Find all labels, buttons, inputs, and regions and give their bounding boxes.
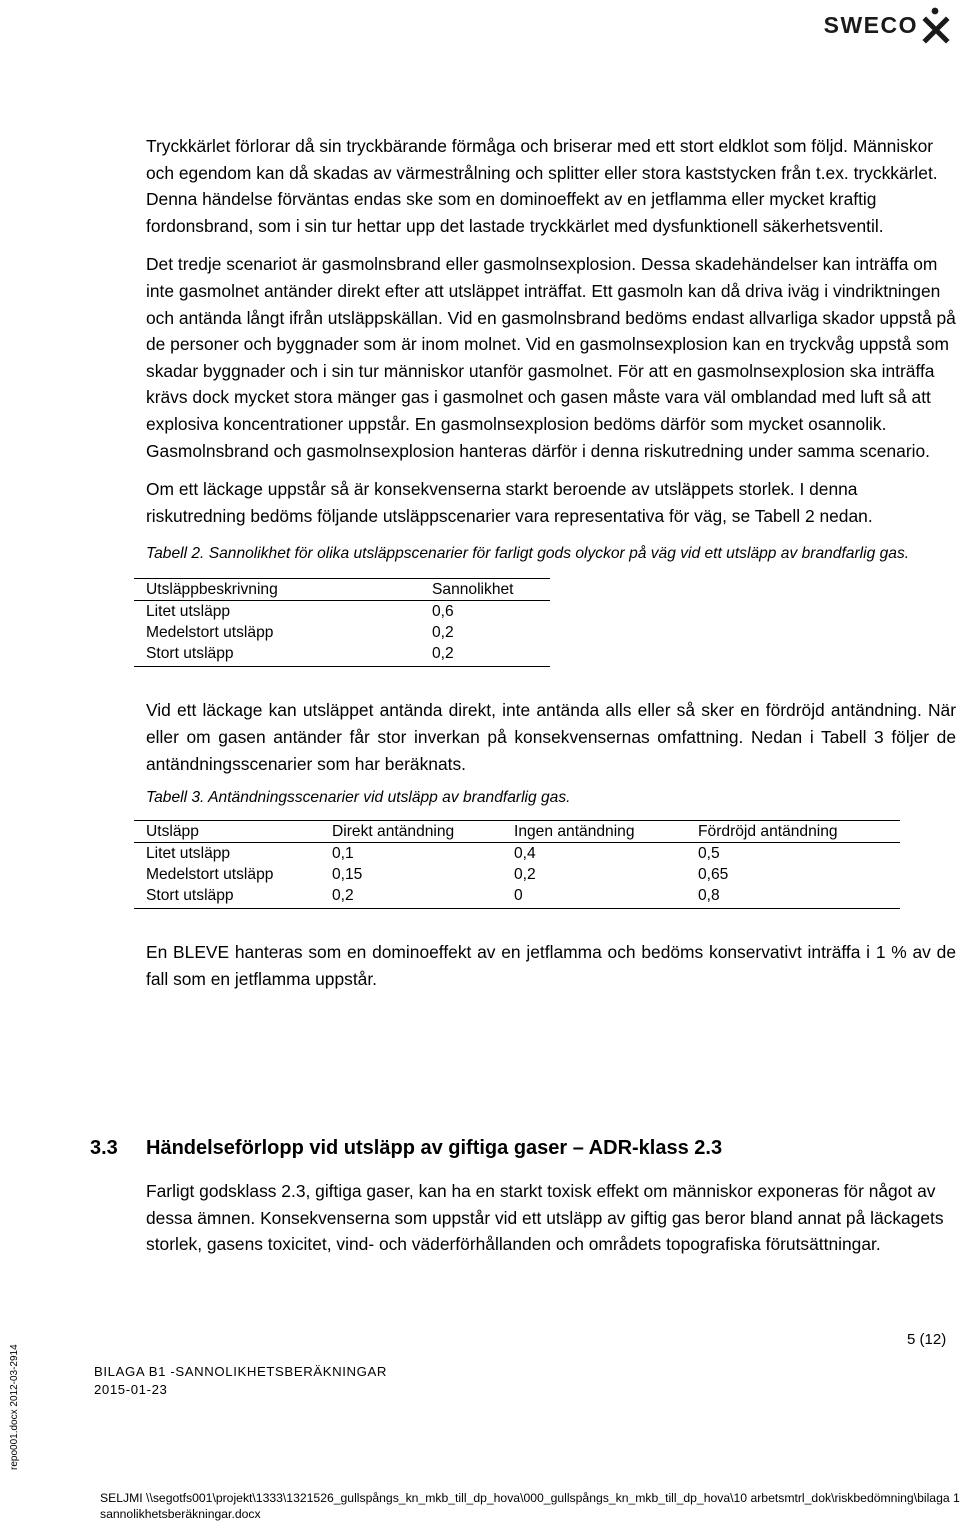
- footer-date: 2015-01-23: [94, 1382, 168, 1397]
- table-header-cell: Utsläppbeskrivning: [134, 579, 432, 601]
- table-3-caption: Tabell 3. Antändningsscenarier vid utsläpp av brandfarlig gas.: [146, 789, 571, 807]
- paragraph-1: Tryckkärlet förlorar då sin tryckbärande förmåga och briserar med ett stort eldklot som följd. Människor och egendom kan då skadas av värmestrålning och splitter eller stora kaststycken från t.ex. tryckkärlet. Denna händelse förväntas endas ske som en dominoeffekt av en jetflamma eller mycket kraftig fordonsbrand, som i sin tur hettar upp det lastade tryckkärlet med dysfunktionell säkerhetsventil.: [146, 136, 938, 236]
- table-header-cell: Utsläpp: [134, 821, 332, 843]
- table-header-cell: Sannolikhet: [432, 579, 550, 601]
- table-row: [134, 885, 900, 909]
- table-2: [134, 578, 550, 667]
- sweco-logo: [824, 6, 954, 44]
- table-cell: 0,2: [432, 643, 550, 667]
- table-header-cell: Fördröjd antändning: [698, 821, 900, 843]
- section-title: Händelseförlopp vid utsläpp av giftiga gaser – ADR-klass 2.3: [146, 1137, 723, 1159]
- table-row: [134, 821, 900, 843]
- table-cell: 0,15: [332, 866, 363, 884]
- template-side-text: repo001.docx 2012-03-2914: [9, 1344, 20, 1470]
- table-cell: 0,2: [332, 885, 514, 909]
- footer-title: BILAGA B1 -SANNOLIKHETSBERÄKNINGAR: [94, 1364, 388, 1379]
- table-row: [134, 864, 900, 885]
- logo-text: SWECO: [823, 11, 918, 38]
- paragraph-6: Farligt godsklass 2.3, giftiga gaser, kan ha en starkt toxisk effekt om människor exponeras för något av dessa ämnen. Konsekvenserna som uppstår vid ett utsläpp av giftig gas beror bland annat på läckagets storlek, gasens toxicitet, vind- och väderförhållanden och områdets topografiska förutsättningar.: [146, 1181, 944, 1255]
- table-cell: Stort utsläpp: [134, 643, 432, 667]
- table-cell: Litet utsläpp: [146, 845, 231, 863]
- table-cell: Medelstort utsläpp: [146, 624, 274, 642]
- table-cell: 0,65: [698, 866, 729, 884]
- table-cell: Medelstort utsläpp: [146, 866, 274, 884]
- paragraph-4: Vid ett läckage kan utsläppet antända direkt, inte antända alls eller så sker en fördröjd antändning. När eller om gasen antänder får stor inverkan på konsekvensernas omfattning. Nedan i Tabell 3 följer de antändningsscenarier som har beräknats.: [146, 700, 956, 774]
- paragraph-5: En BLEVE hanteras som en dominoeffekt av en jetflamma och bedöms konservativt inträffa i 1 % av de fall som en jetflamma uppstår.: [146, 942, 956, 989]
- table-cell: 0,5: [698, 845, 720, 863]
- sweco-mark-icon: [920, 6, 954, 44]
- table-cell: 0,2: [514, 866, 536, 884]
- page-number: 5 (12): [907, 1331, 947, 1348]
- table-row: [134, 843, 900, 865]
- table-2-caption: Tabell 2. Sannolikhet för olika utsläppscenarier för farligt gods olyckor på väg vid ett utsläpp av brandfarlig gas.: [146, 545, 910, 563]
- table-cell: 0,4: [514, 845, 536, 863]
- table-cell: 0,8: [698, 885, 900, 909]
- table-3: [134, 820, 900, 909]
- table-row: [134, 579, 550, 601]
- paragraph-2: Det tredje scenariot är gasmolnsbrand eller gasmolnsexplosion. Dessa skadehändelser kan inträffa om inte gasmolnet antänder direkt efter att utsläppet inträffat. Ett gasmoln kan då driva iväg i vindriktningen och antända långt ifrån utsläppskällan. Vid en gasmolnsbrand bedöms endast allvarliga skador uppstå på de personer och byggnader som är inom molnet. Vid en gasmolnsexplosion kan en tryckvåg uppstå som skadar byggnader och i sin tur människor utanför gasmolnet. För att en gasmolnsexplosion ska inträffa krävs dock mycket stora mänger gas i gasmolnet och gasen måste vara väl omblandad med luft så att explosiva koncentrationer uppstår. En gasmolnsexplosion bedöms därför som mycket osannolik. Gasmolnsbrand och gasmolnsexplosion hanteras därför i denna riskutredning under samma scenario.: [146, 254, 956, 461]
- table-header-cell: Direkt antändning: [332, 821, 514, 843]
- paragraph-3: Om ett läckage uppstår så är konsekvenserna starkt beroende av utsläppets storlek. I denna riskutredning bedöms följande utsläppscenarier vara representativa för väg, se Tabell 2 nedan.: [146, 479, 873, 526]
- table-cell: 0: [514, 885, 698, 909]
- table-row: [134, 643, 550, 667]
- table-header-cell: Ingen antändning: [514, 821, 698, 843]
- section-heading: [90, 1137, 722, 1160]
- table-row: [134, 601, 550, 623]
- section-number: 3.3: [90, 1137, 118, 1159]
- document-body: [146, 133, 956, 992]
- table-row: [134, 622, 550, 643]
- table-cell: 0,1: [332, 845, 354, 863]
- footer-file-path: SELJMI \\segotfs001\projekt\1333\1321526_gullspångs_kn_mkb_till_dp_hova\000_gullspångs_kn_mkb_till_dp_hova\10 arbetsmtrl_dok\riskbedömning\bilaga 1 sannolikhetsberäkningar.docx: [100, 1491, 960, 1521]
- table-cell: 0,2: [432, 624, 454, 642]
- table-cell: Stort utsläpp: [134, 885, 332, 909]
- table-cell: 0,6: [432, 603, 454, 621]
- table-cell: Litet utsläpp: [146, 603, 231, 621]
